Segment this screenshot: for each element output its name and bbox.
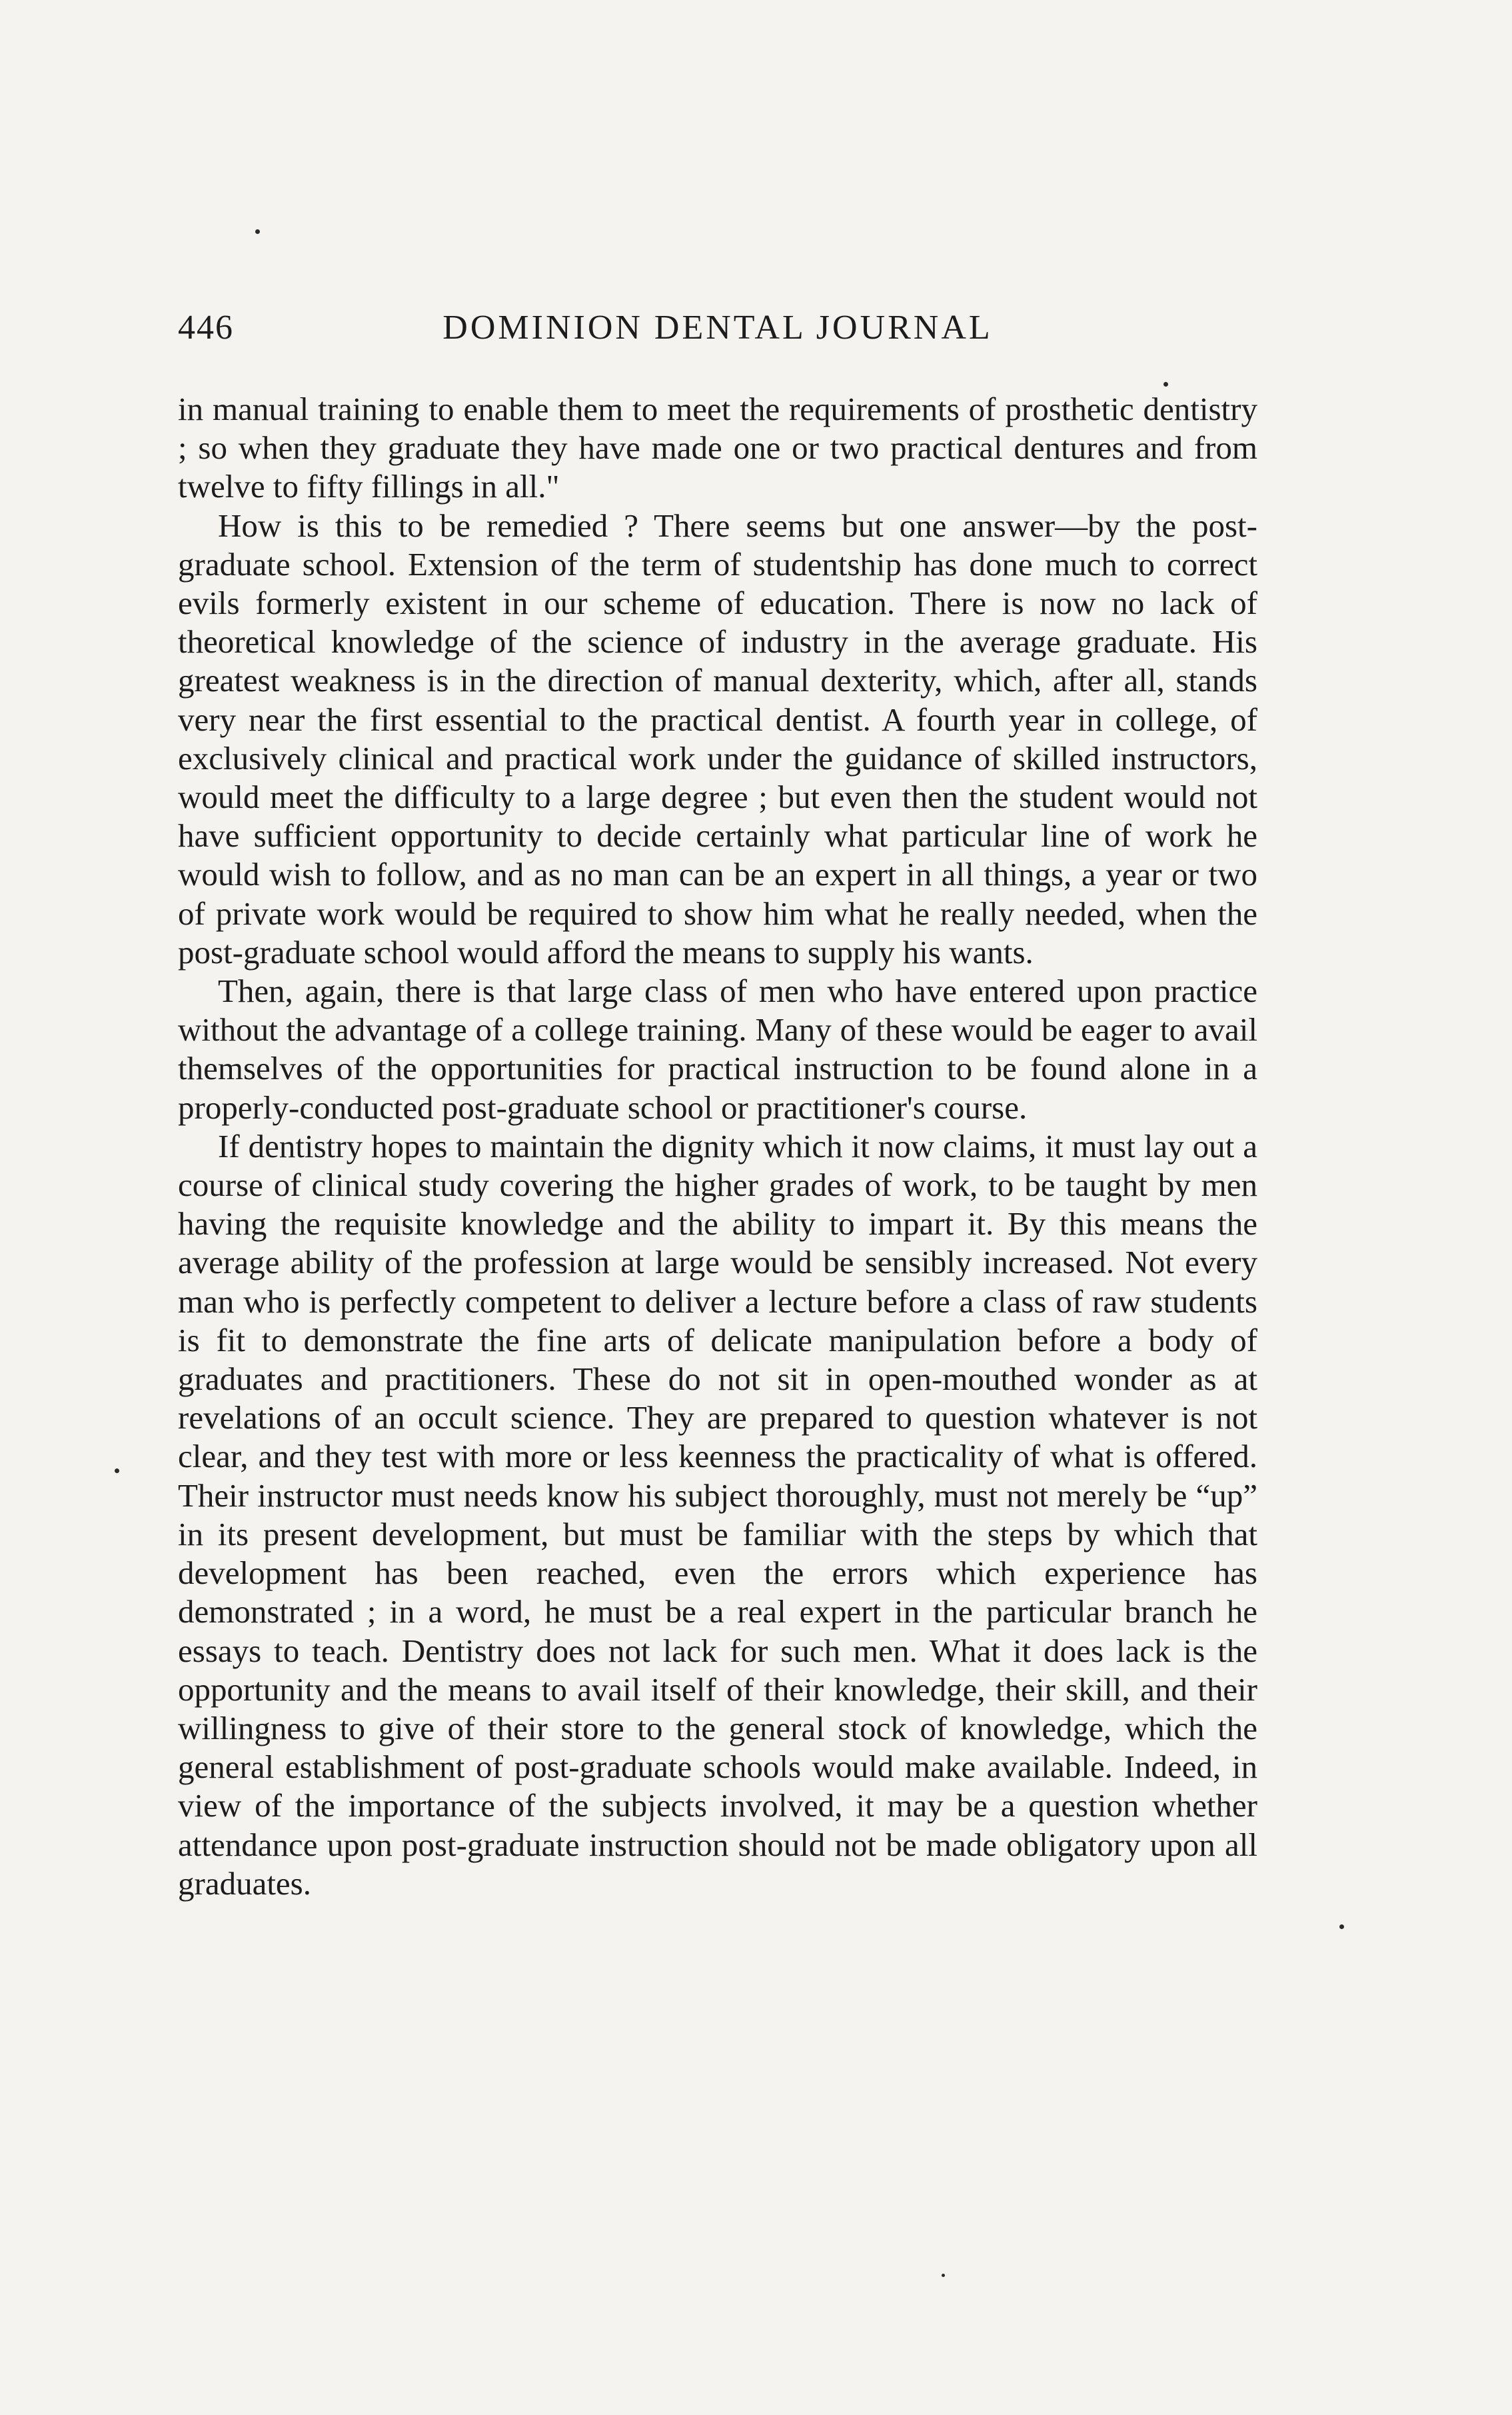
article-body: [178, 390, 1257, 1903]
scan-speck: [1339, 1924, 1344, 1929]
scan-speck: [942, 2274, 945, 2277]
page-number: 446: [178, 309, 234, 347]
paragraph: If dentistry hopes to maintain the dignity which it now claims, it must lay out a course of clinical study covering the higher grades of work, to be taught by men having the requisite knowledge and the ability to impart it. By this means the average ability of the profession at large would be sensibly increased. Not every man who is perfectly competent to deliver a lecture before a class of raw students is fit to demonstrate the fine arts of delicate manipulation before a body of graduates and practitioners. These do not sit in open-mouthed wonder as at revelations of an occult science. They are prepared to question whatever is not clear, and they test with more or less keenness the practicality of what is offered. Their instructor must needs know his subject thoroughly, must not merely be “up” in its present development, but must be familiar with the steps by which that development has been reached, even the errors which experience has demonstrated ; in a word, he must be a real expert in the particular branch he essays to teach. Dentistry does not lack for such men. What it does lack is the opportunity and the means to avail itself of their knowledge, their skill, and their willingness to give of their store to the general stock of knowledge, which the general establishment of post-graduate schools would make available. Indeed, in view of the importance of the subjects involved, it may be a question whether attendance upon post-graduate instruction should not be made obligatory upon all graduates.: [178, 1127, 1257, 1902]
running-head: DOMINION DENTAL JOURNAL: [442, 309, 993, 347]
scan-speck: [255, 229, 260, 234]
paragraph: in manual training to enable them to meet the requirements of prosthetic dentistry ; so when they graduate they have made one or two practical dentures and from twelve to fifty fillings in all.": [178, 391, 1257, 505]
paragraph: Then, again, there is that large class of men who have entered upon practice without the advantage of a college training. Many of these would be eager to avail themselves of the opportunities for practical instruction to be found alone in a properly-conducted post-graduate school or practitioner's course.: [178, 973, 1257, 1126]
page-header: [178, 308, 1257, 355]
scan-speck: [115, 1468, 119, 1473]
paragraph: How is this to be remedied ? There seems but one answer—by the post-graduate school. Extension of the term of studentship has done much to correct evils formerly existent in our scheme of education. There is now no lack of theoretical knowledge of the science of industry in the average graduate. His greatest weakness is in the direction of manual dexterity, which, after all, stands very near the first essential to the practical dentist. A fourth year in college, of exclusively clinical and practical work under the guidance of skilled instructors, would meet the difficulty to a large degree ; but even then the student would not have sufficient opportunity to decide certainly what particular line of work he would wish to follow, and as no man can be an expert in all things, a year or two of private work would be required to show him what he really needed, when the post-graduate school would afford the means to supply his wants.: [178, 507, 1257, 971]
scan-speck: [1163, 382, 1168, 387]
